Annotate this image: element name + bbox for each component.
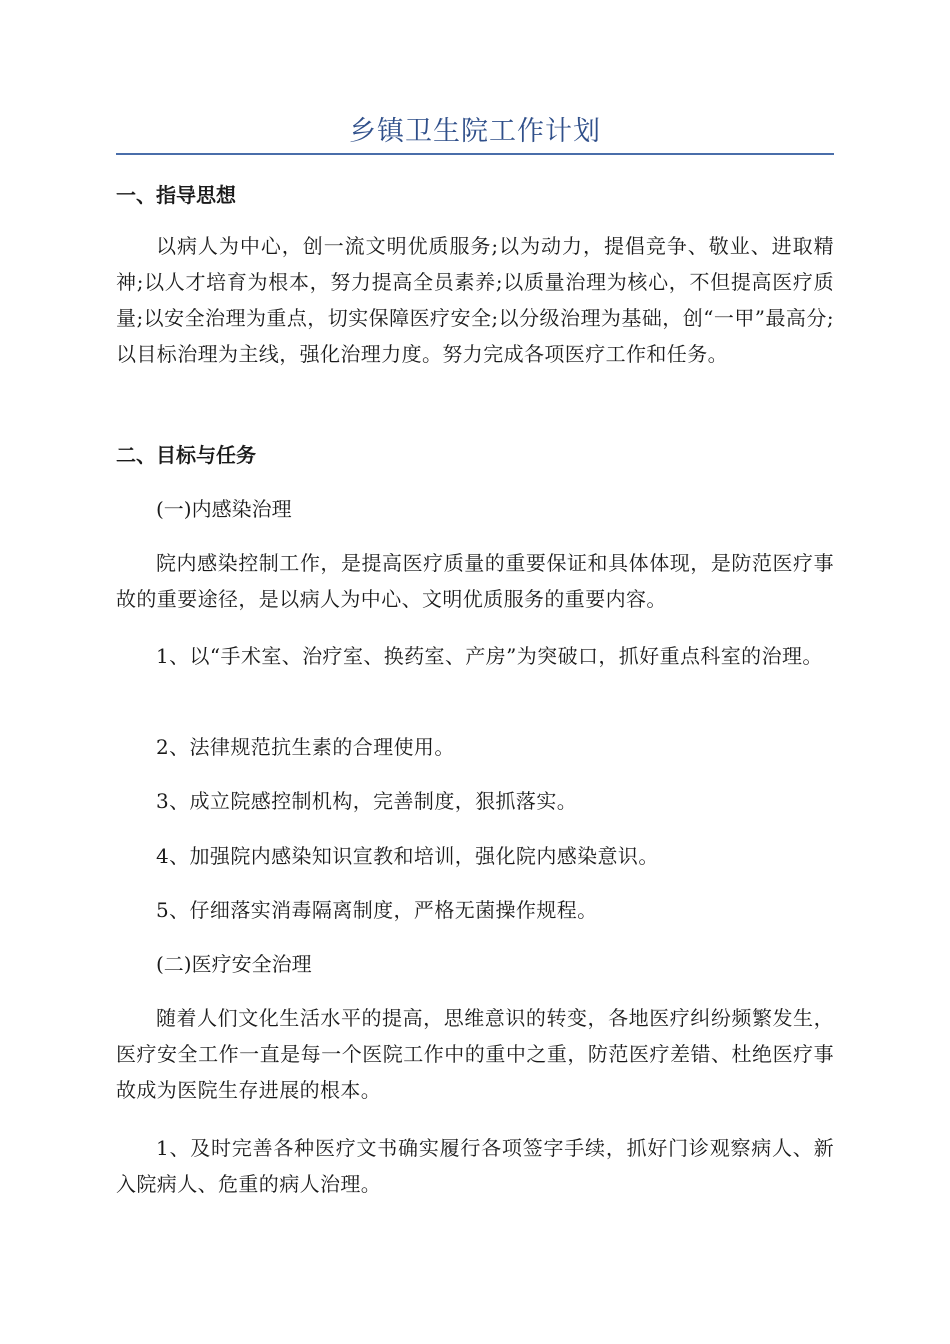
section-heading-goals-tasks: 二、目标与任务 xyxy=(116,443,256,467)
title-underline xyxy=(116,153,834,155)
list-item: 1、以“手术室、治疗室、换药室、产房”为突破口，抓好重点科室的治理。 xyxy=(156,644,823,668)
paragraph-infection-control-intro: 院内感染控制工作，是提高医疗质量的重要保证和具体体现，是防范医疗事故的重要途径，是以病人为中心、文明优质服务的重要内容。 xyxy=(116,551,834,611)
list-item: 2、法律规范抗生素的合理使用。 xyxy=(156,735,455,759)
subsection-title-medical-safety: (二)医疗安全治理 xyxy=(156,952,312,976)
list-item: 4、加强院内感染知识宣教和培训，强化院内感染意识。 xyxy=(156,844,659,868)
document-title: 乡镇卫生院工作计划 xyxy=(349,116,601,147)
list-item: 1、及时完善各种医疗文书确实履行各项签字手续，抓好门诊观察病人、新入院病人、危重的病人治理。 xyxy=(116,1136,834,1196)
paragraph-medical-safety-intro: 随着人们文化生活水平的提高，思维意识的转变，各地医疗纠纷频繁发生，医疗安全工作一直是每一个医院工作中的重中之重，防范医疗差错、杜绝医疗事故成为医院生存进展的根本。 xyxy=(116,1006,834,1102)
section-paragraph-guiding-ideology: 以病人为中心，创一流文明优质服务;以为动力，提倡竞争、敬业、进取精神;以人才培育为根本，努力提高全员素养;以质量治理为核心，不但提高医疗质量;以安全治理为重点，切实保障医疗安全;以分级治理为基础，创“一甲”最高分;以目标治理为主线，强化治理力度。努力完成各项医疗工作和任务。 xyxy=(116,234,834,366)
list-item: 3、成立院感控制机构，完善制度，狠抓落实。 xyxy=(156,789,578,813)
list-item: 5、仔细落实消毒隔离制度，严格无菌操作规程。 xyxy=(156,898,598,922)
section-heading-guiding-ideology: 一、指导思想 xyxy=(116,183,236,207)
subsection-title-infection-control: (一)内感染治理 xyxy=(156,497,292,521)
